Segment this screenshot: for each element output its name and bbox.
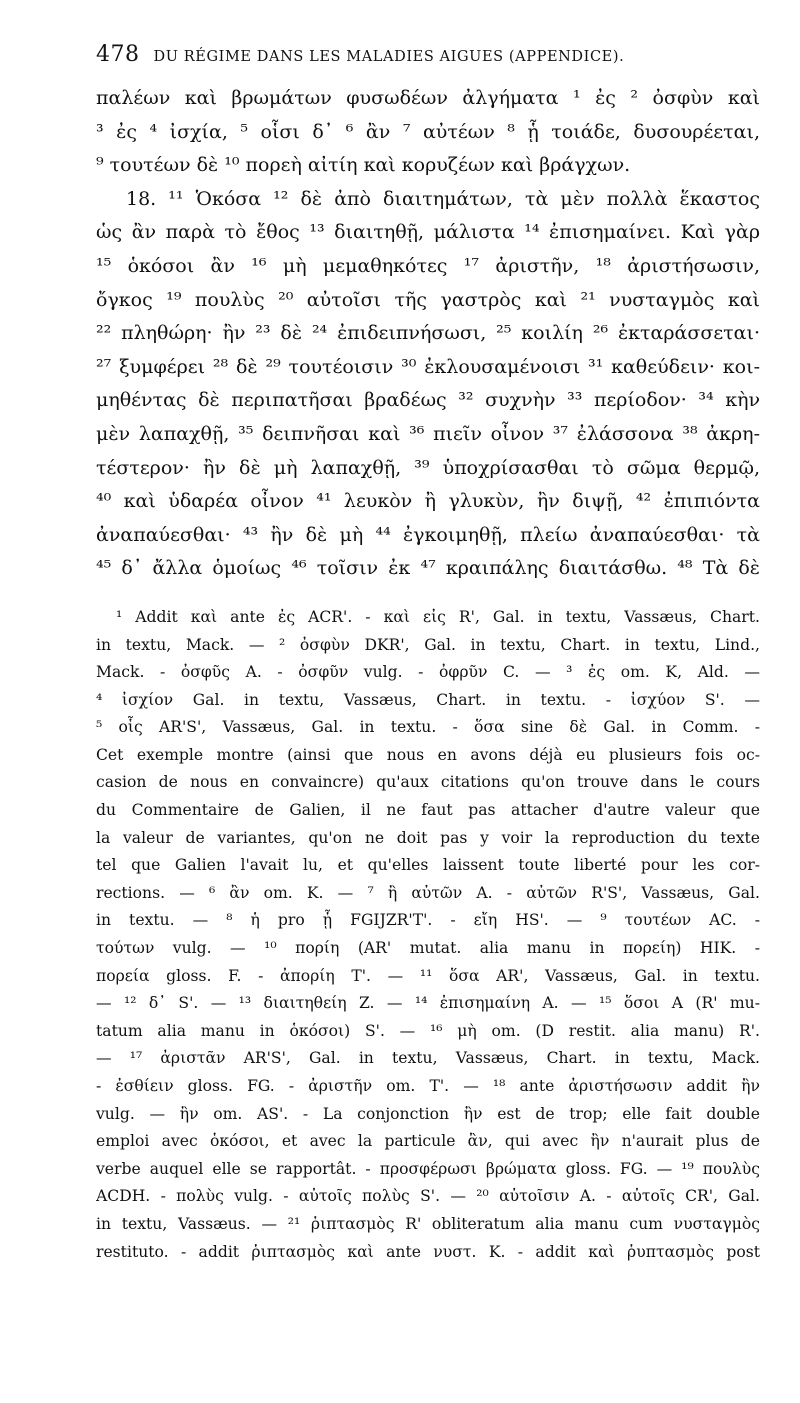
footnote-line: du Commentaire de Galien, il ne faut pas attacher d'autre valeur que <box>96 801 760 820</box>
footnote-line: verbe auquel elle se rapportât. - προσφέρωσι βρώματα gloss. FG. — ¹⁹ πουλὺς <box>96 1159 760 1178</box>
footnote-line: — ¹⁷ ἀριστᾶν AR'S', Gal. in textu, Vassæus, Chart. in textu, Mack. <box>96 1049 760 1068</box>
footnote-line: tatum alia manu in ὁκόσοι) S'. — ¹⁶ μὴ om. (D restit. alia manu) R'. <box>96 1021 760 1040</box>
greek-line: ³ ἐς ⁴ ἰσχία, ⁵ οἷσι δ᾽ ⁶ ἂν ⁷ αὐτέων ⁸ ᾗ τοιάδε, δυσουρέεται, <box>96 120 760 143</box>
footnote-line: rections. — ⁶ ἂν om. K. — ⁷ ἢ αὐτῶν A. - αὐτῶν R'S', Vassæus, Gal. <box>96 883 760 902</box>
greek-line: ⁴⁰ καὶ ὑδαρέα οἶνον ⁴¹ λευκὸν ἢ γλυκὺν, ἢν διψῇ, ⁴² ἐπιπιόντα <box>96 490 760 513</box>
footnote-line: restituto. - addit ῥιπτασμὸς καὶ ante νυστ. K. - addit καὶ ῥυπτασμὸς post <box>96 1242 760 1261</box>
page-number: 478 <box>96 42 140 67</box>
page-header <box>96 42 760 82</box>
footnote-line: tel que Galien l'avait lu, et qu'elles laissent toute liberté pour les cor- <box>96 856 760 875</box>
footnotes-block <box>96 604 760 1266</box>
greek-line: ὡς ἂν παρὰ τὸ ἔθος ¹³ διαιτηθῇ, μάλιστα ¹⁴ ἐπισημαίνει. Καὶ γὰρ <box>96 221 760 244</box>
greek-text-block <box>96 82 760 586</box>
footnote-line: la valeur de variantes, qu'on ne doit pas y voir la reproduction du texte <box>96 828 760 847</box>
footnote-line: in textu, Vassæus. — ²¹ ῥιπτασμὸς R' obliteratum alia manu cum νυσταγμὸς <box>96 1214 760 1233</box>
footnote-line: vulg. — ἢν om. AS'. - La conjonction ἢν est de trop; elle fait double <box>96 1104 760 1123</box>
footnote-line: ACDH. - πολὺς vulg. - αὐτοῖς πολὺς S'. — ²⁰ αὐτοῖσιν A. - αὐτοῖς CR', Gal. <box>96 1187 760 1206</box>
greek-line: ⁴⁵ δ᾽ ἄλλα ὁμοίως ⁴⁶ τοῖσιν ἐκ ⁴⁷ κραιπάλης διαιτάσθω. ⁴⁸ Τὰ δὲ <box>96 557 760 580</box>
greek-line: μὲν λαπαχθῇ, ³⁵ δειπνῆσαι καὶ ³⁶ πιεῖν οἶνον ³⁷ ἐλάσσονα ³⁸ ἀκρη- <box>96 422 760 445</box>
greek-line: τέστερον· ἢν δὲ μὴ λαπαχθῇ, ³⁹ ὑποχρίσασθαι τὸ σῶμα θερμῷ, <box>96 456 760 479</box>
footnote-line: Cet exemple montre (ainsi que nous en avons déjà eu plusieurs fois oc- <box>96 745 760 764</box>
greek-line: ²⁷ ξυμφέρει ²⁸ δὲ ²⁹ τουτέοισιν ³⁰ ἐκλουσαμένοισι ³¹ καθεύδειν· κοι- <box>96 355 760 378</box>
footnote-line: πορεία gloss. F. - ἀπορίη T'. — ¹¹ ὅσα AR', Vassæus, Gal. in textu. <box>96 966 760 985</box>
footnote-line: τούτων vulg. — ¹⁰ πορίη (AR' mutat. alia manu in πορείη) HIK. - <box>96 939 760 958</box>
greek-line: μηθέντας δὲ περιπατῆσαι βραδέως ³² συχνὴν ³³ περίοδον· ³⁴ κὴν <box>96 389 760 412</box>
greek-line: 18. ¹¹ Ὁκόσα ¹² δὲ ἀπὸ διαιτημάτων, τὰ μὲν πολλὰ ἕκαστος <box>126 187 760 210</box>
footnote-line: - ἐσθίειν gloss. FG. - ἀριστῆν om. T'. — ¹⁸ ante ἀριστήσωσιν addit ἢν <box>96 1077 760 1095</box>
footnote-line: ⁵ οἷς AR'S', Vassæus, Gal. in textu. - ὅσα sine δὲ Gal. in Comm. - <box>96 718 760 737</box>
greek-line: ²² πληθώρη· ἢν ²³ δὲ ²⁴ ἐπιδειπνήσωσι, ²⁵ κοιλίη ²⁶ ἐκταράσσεται· <box>96 322 760 345</box>
greek-line: ⁹ τουτέων δὲ ¹⁰ πορεὴ αἰτίη καὶ κορυζέων καὶ βράγχων. <box>96 154 631 177</box>
greek-line: ¹⁵ ὁκόσοι ἂν ¹⁶ μὴ μεμαθηκότες ¹⁷ ἀριστῆν, ¹⁸ ἀριστήσωσιν, <box>96 254 760 277</box>
footnote-line: casion de nous en convaincre) qu'aux citations qu'on trouve dans le cours <box>96 773 760 792</box>
footnote-line: Mack. - ὀσφῦς A. - ὀσφῦν vulg. - ὀφρῦν C. — ³ ἐς om. K, Ald. — <box>96 663 760 682</box>
running-title: DU RÉGIME DANS LES MALADIES AIGUES (APPENDICE). <box>153 49 625 65</box>
footnote-line: in textu, Mack. — ² ὀσφὺν DKR', Gal. in textu, Chart. in textu, Lind., <box>96 635 760 654</box>
footnote-line: ¹ Addit καὶ ante ἐς ACR'. - καὶ εἰς R', Gal. in textu, Vassæus, Chart. <box>116 607 760 626</box>
footnote-line: — ¹² δ᾽ S'. — ¹³ διαιτηθείη Z. — ¹⁴ ἐπισημαίνη A. — ¹⁵ ὅσοι A (R' mu- <box>96 994 760 1013</box>
greek-line: ὄγκος ¹⁹ πουλὺς ²⁰ αὐτοῖσι τῆς γαστρὸς καὶ ²¹ νυσταγμὸς καὶ <box>96 288 760 311</box>
footnote-line: ⁴ ἰσχίον Gal. in textu, Vassæus, Chart. in textu. - ἰσχύον S'. — <box>96 690 760 709</box>
greek-line: ἀναπαύεσθαι· ⁴³ ἢν δὲ μὴ ⁴⁴ ἐγκοιμηθῇ, πλείω ἀναπαύεσθαι· τὰ <box>96 523 760 546</box>
greek-line: παλέων καὶ βρωμάτων φυσωδέων ἀλγήματα ¹ ἐς ² ὀσφὺν καὶ <box>96 87 760 109</box>
footnote-line: in textu. — ⁸ ἡ pro ᾗ FGIJZR'T'. - εἴη HS'. — ⁹ τουτέων AC. - <box>96 911 760 930</box>
footnote-line: emploi avec ὁκόσοι, et avec la particule ἂν, qui avec ἢν n'aurait plus de <box>96 1132 760 1151</box>
